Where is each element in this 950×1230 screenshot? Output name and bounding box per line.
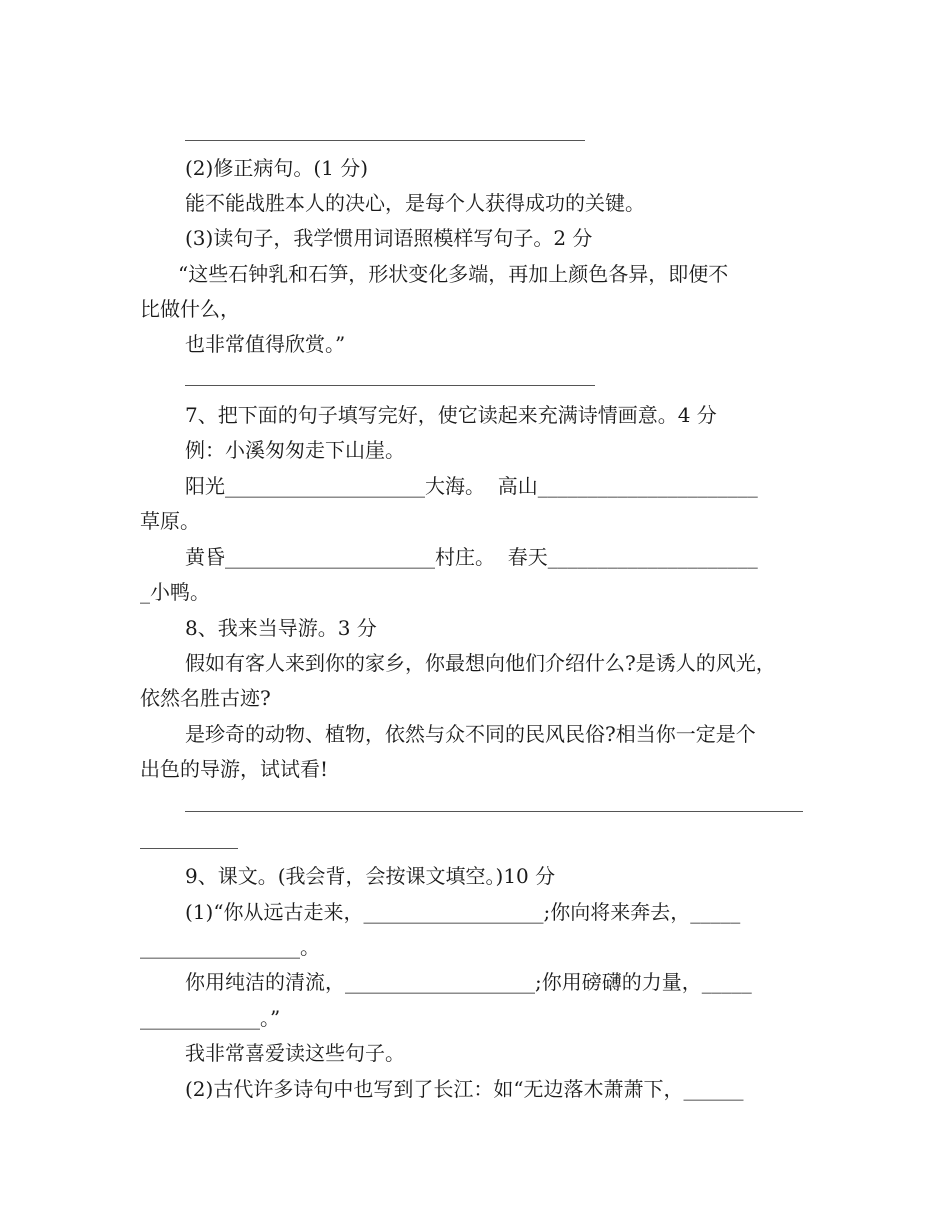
- q7-row1-wrap: 草原。: [140, 509, 200, 533]
- q7-title: 7、把下面的句子填写完好，使它读起来充满诗情画意。4 分: [185, 403, 717, 427]
- q7-row2-wrap: _小鸭。: [140, 580, 210, 604]
- q8-para2-line2: 出色的导游，试试看!: [140, 757, 329, 781]
- answer-line: [140, 848, 238, 849]
- q9-s1-line1: (1)“你从远古走来，__________________;你向将来奔去，_____: [185, 900, 741, 924]
- q6-sub3-title: (3)读句子，我学惯用词语照模样写句子。2 分: [185, 226, 593, 250]
- q8-para2-line1: 是珍奇的动物、植物，依然与众不同的民风民俗?相当你一定是个: [185, 722, 756, 746]
- q6-quote-line1: “这些石钟乳和石笋，形状变化多端，再加上颜色各异，即便不: [178, 262, 729, 286]
- q9-s1-line4: ____________。”: [140, 1006, 281, 1030]
- q6-sub2-title: (2)修正病句。(1 分): [185, 156, 369, 180]
- q7-example: 例：小溪匆匆走下山崖。: [185, 438, 405, 462]
- answer-line: [185, 385, 595, 386]
- answer-line: [185, 140, 585, 141]
- q8-title: 8、我来当导游。3 分: [185, 616, 377, 640]
- q9-title: 9、课文。(我会背，会按课文填空。)10 分: [185, 864, 556, 888]
- q8-para1-line2: 依然名胜古迹?: [140, 686, 271, 710]
- q9-s1-line2: ________________。: [140, 935, 320, 959]
- answer-line: [185, 811, 803, 812]
- q9-s1-line5: 我非常喜爱读这些句子。: [185, 1041, 405, 1065]
- q6-quote-line3: 也非常值得欣赏。”: [185, 332, 346, 356]
- q9-s1-line3: 你用纯洁的清流，___________________;你用磅礴的力量，_____: [185, 970, 752, 994]
- q7-row1: 阳光____________________大海。 高山______________________: [185, 474, 758, 498]
- q6-sub2-sentence: 能不能战胜本人的决心，是每个人获得成功的关键。: [185, 191, 645, 215]
- q7-row2: 黄昏_____________________村庄。 春天_____________________: [185, 545, 758, 569]
- q8-para1-line1: 假如有客人来到你的家乡，你最想向他们介绍什么?是诱人的风光，: [185, 651, 776, 675]
- q9-s2-line1: (2)古代许多诗句中也写到了长江：如“无边落木萧萧下，______: [185, 1077, 744, 1101]
- q6-quote-line2: 比做什么，: [140, 297, 240, 321]
